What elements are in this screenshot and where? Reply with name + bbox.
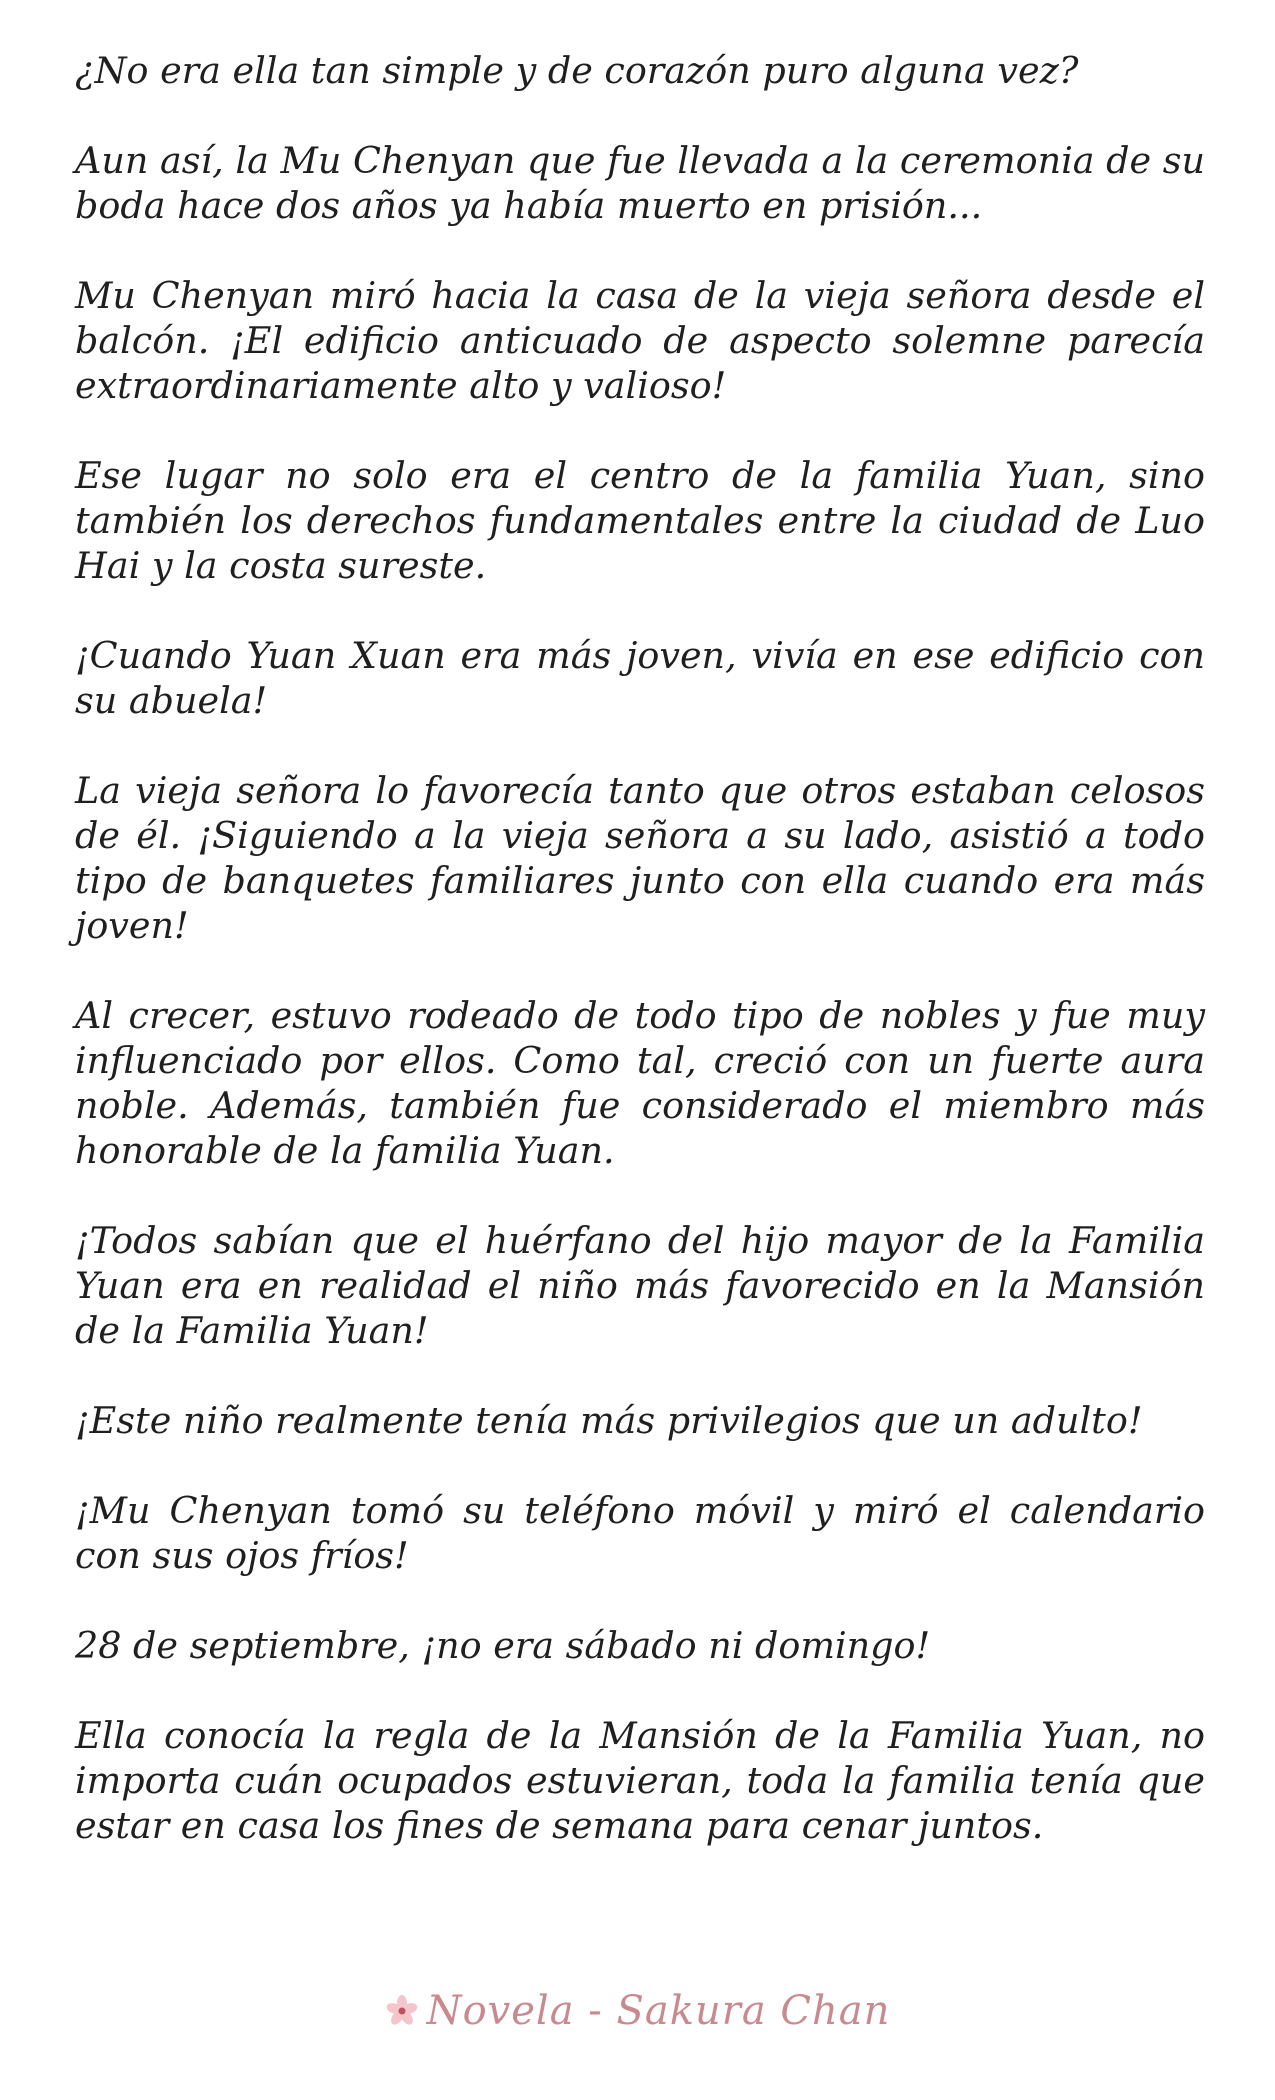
paragraph: 28 de septiembre, ¡no era sábado ni domingo! bbox=[75, 1624, 931, 1667]
watermark-footer bbox=[0, 1988, 1275, 2038]
chapter-text bbox=[75, 48, 1205, 1848]
paragraph: Ese lugar no solo era el centro de la familia Yuan, sino también los derechos fundamentales entre la ciudad de Luo Hai y la costa sureste. bbox=[75, 454, 1205, 587]
watermark-text: Novela - Sakura Chan bbox=[426, 1988, 891, 2034]
paragraph: Ella conocía la regla de la Mansión de la Familia Yuan, no importa cuán ocupados estuvieran, toda la familia tenía que estar en casa los fines de semana para cenar juntos. bbox=[75, 1714, 1205, 1847]
paragraph: ¡Mu Chenyan tomó su teléfono móvil y miró el calendario con sus ojos fríos! bbox=[75, 1489, 1205, 1577]
sakura-flower-icon bbox=[385, 1994, 419, 2028]
paragraph: La vieja señora lo favorecía tanto que otros estaban celosos de él. ¡Siguiendo a la vieja señora a su lado, asistió a todo tipo de banquetes familiares junto con ella cuando era más joven! bbox=[75, 769, 1205, 947]
paragraph: ¡Este niño realmente tenía más privilegios que un adulto! bbox=[75, 1399, 1143, 1442]
paragraph: Al crecer, estuvo rodeado de todo tipo de nobles y fue muy influenciado por ellos. Como tal, creció con un fuerte aura noble. Además, también fue considerado el miembro más honorable de la familia Yuan. bbox=[75, 994, 1205, 1172]
paragraph: ¡Cuando Yuan Xuan era más joven, vivía en ese edificio con su abuela! bbox=[75, 634, 1205, 722]
watermark bbox=[385, 1988, 891, 2034]
paragraph: Mu Chenyan miró hacia la casa de la vieja señora desde el balcón. ¡El edificio anticuado de aspecto solemne parecía extraordinariamente alto y valioso! bbox=[75, 274, 1205, 407]
paragraph: ¿No era ella tan simple y de corazón puro alguna vez? bbox=[75, 49, 1079, 92]
paragraph: Aun así, la Mu Chenyan que fue llevada a la ceremonia de su boda hace dos años ya había muerto en prisión... bbox=[75, 139, 1205, 227]
paragraph: ¡Todos sabían que el huérfano del hijo mayor de la Familia Yuan era en realidad el niño más favorecido en la Mansión de la Familia Yuan! bbox=[75, 1219, 1205, 1352]
